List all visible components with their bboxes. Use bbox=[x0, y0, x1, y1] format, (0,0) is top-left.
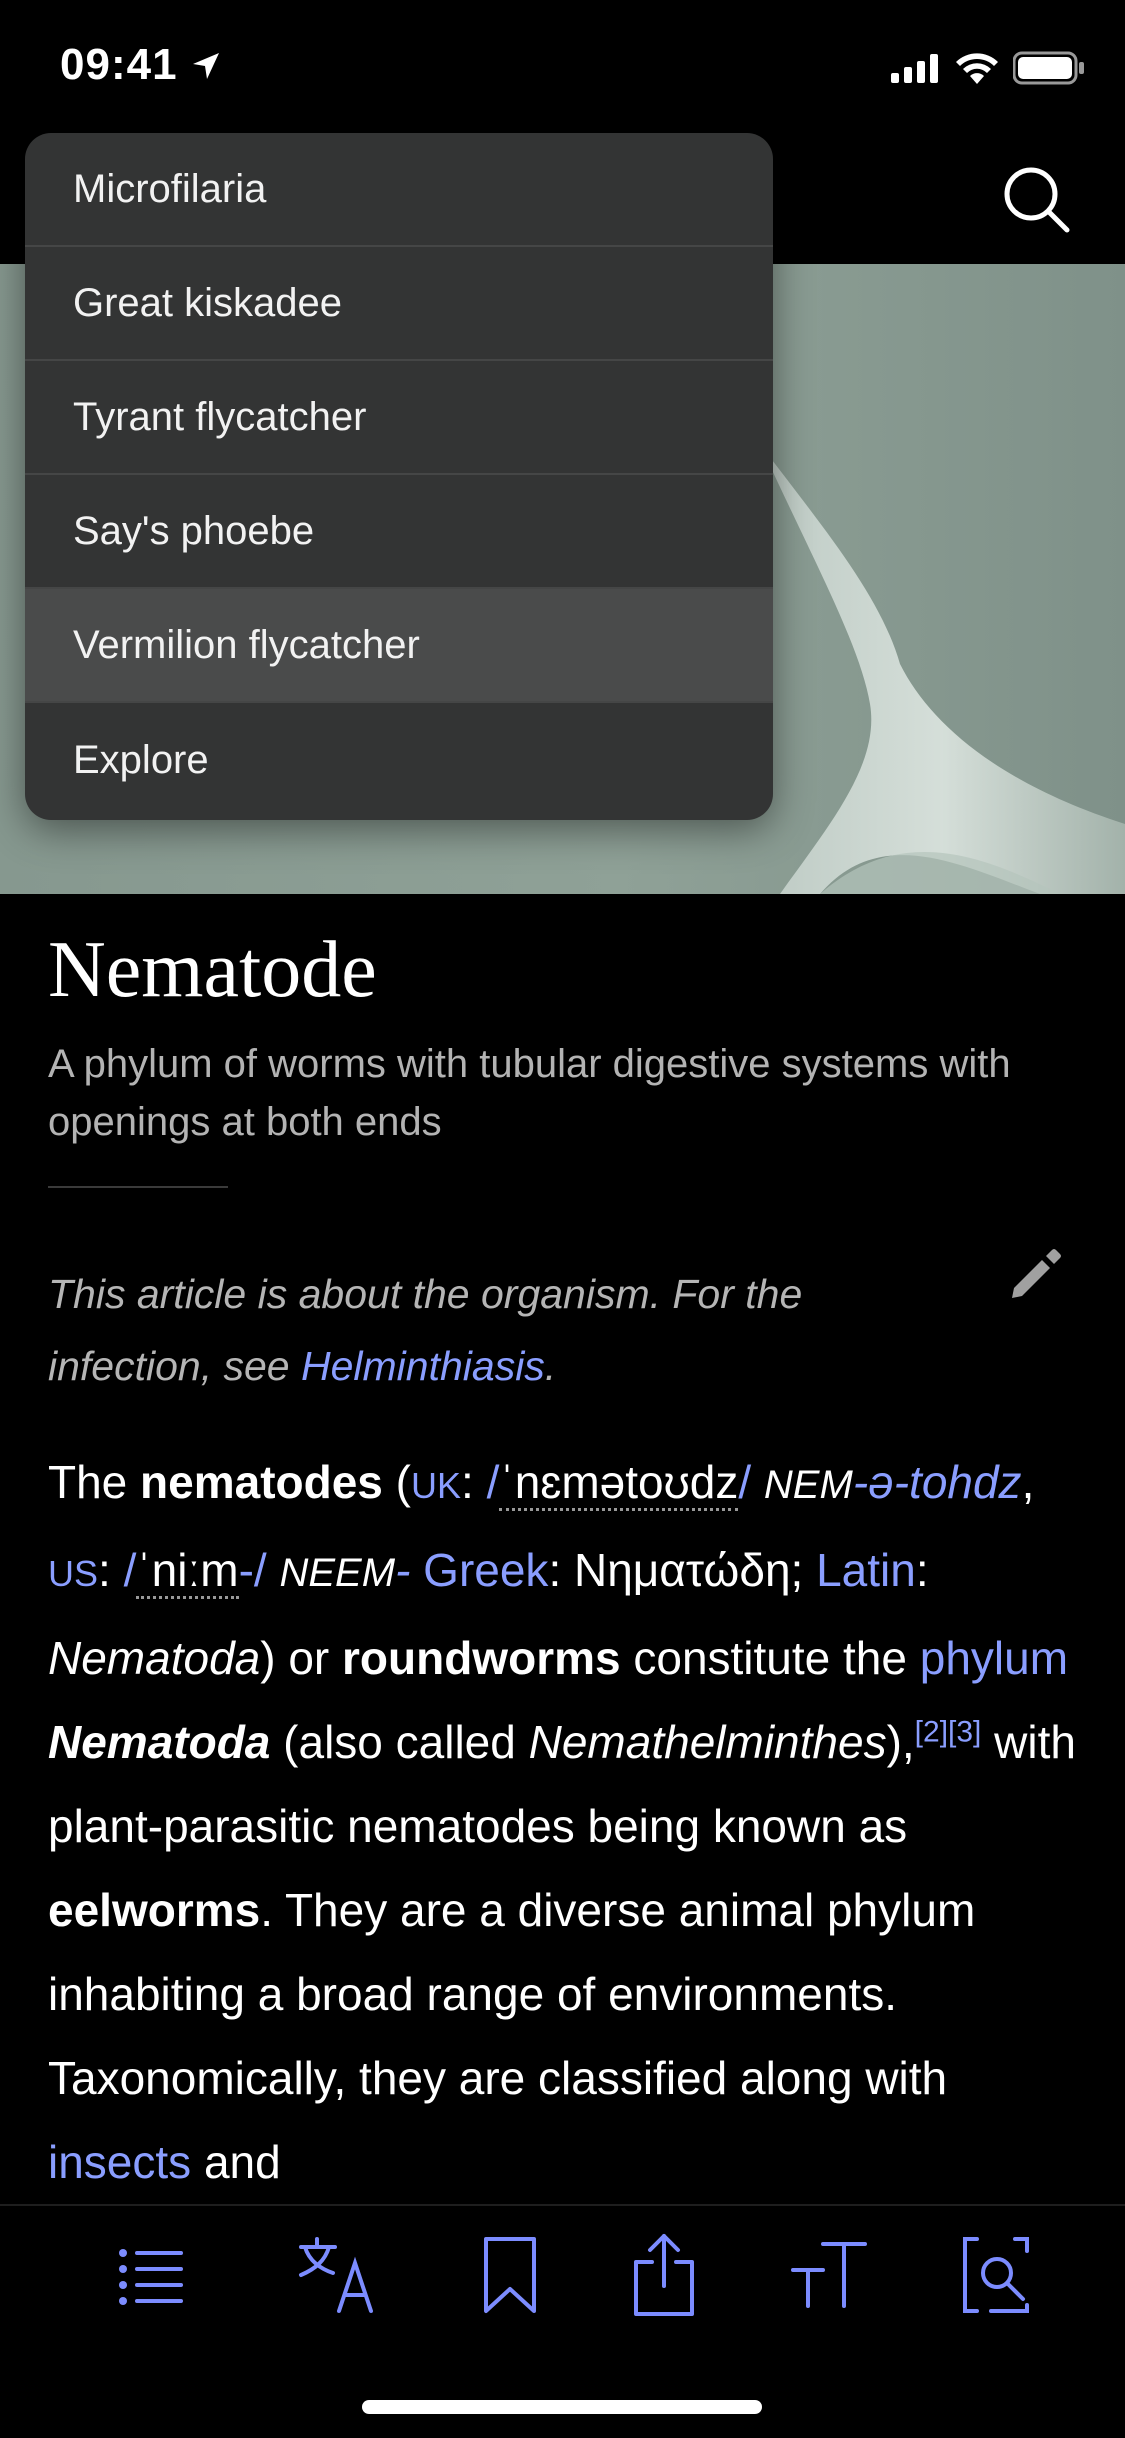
ipa-link[interactable]: / bbox=[486, 1456, 500, 1508]
body-text: ), bbox=[886, 1716, 915, 1768]
share-icon bbox=[632, 2232, 696, 2318]
search-icon bbox=[997, 160, 1077, 240]
body-text: The bbox=[48, 1456, 141, 1508]
article-title: Nematode bbox=[48, 926, 377, 1014]
menu-item-tyrant-flycatcher[interactable] bbox=[25, 361, 773, 475]
battery-icon bbox=[1013, 51, 1085, 85]
body-text bbox=[267, 1544, 280, 1596]
title-divider bbox=[48, 1186, 228, 1188]
menu-item-label: Vermilion flycatcher bbox=[73, 622, 420, 667]
hatnote-suffix: . bbox=[544, 1343, 557, 1389]
body-text: : Νηματώδη; bbox=[548, 1544, 817, 1596]
text-size-icon bbox=[789, 2240, 869, 2310]
bold-term: roundworms bbox=[342, 1632, 621, 1684]
find-in-page-icon bbox=[961, 2235, 1031, 2315]
phylum-link[interactable]: phylum bbox=[919, 1632, 1069, 1684]
home-indicator[interactable] bbox=[362, 2400, 762, 2414]
bookmark-icon bbox=[482, 2235, 538, 2315]
greek-link[interactable]: Greek bbox=[423, 1544, 549, 1596]
us-link[interactable]: US bbox=[48, 1553, 99, 1594]
respelling-link[interactable]: -ə-tohdz bbox=[852, 1456, 1022, 1508]
article-body bbox=[48, 1440, 1088, 2204]
body-text bbox=[410, 1544, 423, 1596]
ipa-link[interactable]: / bbox=[738, 1456, 752, 1508]
menu-item-label: Great kiskadee bbox=[73, 280, 343, 325]
body-text: ( bbox=[382, 1456, 412, 1508]
menu-item-label: Tyrant flycatcher bbox=[73, 394, 367, 439]
italic-term: Nematoda bbox=[48, 1632, 261, 1684]
uk-link[interactable]: UK bbox=[411, 1465, 462, 1506]
menu-item-great-kiskadee[interactable] bbox=[25, 247, 773, 361]
cellular-signal-icon bbox=[891, 53, 941, 83]
menu-item-label: Microfilaria bbox=[73, 166, 267, 211]
italic-term: Nemathelminthes bbox=[528, 1716, 887, 1768]
body-text: with plant-parasitic nematodes being known as bbox=[48, 1716, 1076, 1852]
edit-section-button[interactable] bbox=[1006, 1244, 1066, 1304]
latin-link[interactable]: Latin bbox=[816, 1544, 916, 1596]
body-text: constitute the bbox=[620, 1632, 920, 1684]
bold-term: eelworms bbox=[48, 1884, 261, 1936]
change-language-button[interactable] bbox=[295, 2230, 385, 2320]
text-size-button[interactable] bbox=[784, 2230, 874, 2320]
menu-item-label: Say's phoebe bbox=[73, 508, 315, 553]
save-bookmark-button[interactable] bbox=[465, 2230, 555, 2320]
location-arrow-icon bbox=[191, 51, 221, 81]
find-in-page-button[interactable] bbox=[951, 2230, 1041, 2320]
insects-link[interactable]: insects bbox=[48, 2136, 192, 2188]
share-button[interactable] bbox=[619, 2230, 709, 2320]
reference-link[interactable]: [2][3] bbox=[914, 1715, 982, 1749]
menu-item-explore[interactable] bbox=[25, 703, 773, 817]
translate-icon bbox=[295, 2235, 385, 2315]
pencil-icon bbox=[1006, 1244, 1066, 1304]
menu-item-label: Explore bbox=[73, 737, 209, 782]
body-text: : bbox=[915, 1544, 929, 1596]
helminthiasis-link[interactable]: Helminthiasis bbox=[301, 1343, 545, 1389]
search-button[interactable] bbox=[997, 160, 1077, 240]
respelling-link[interactable]: - bbox=[395, 1544, 411, 1596]
menu-item-vermilion-flycatcher[interactable] bbox=[25, 589, 773, 703]
respelling: NEEM bbox=[279, 1551, 396, 1595]
bold-term: nematodes bbox=[140, 1456, 383, 1508]
table-of-contents-button[interactable] bbox=[107, 2230, 197, 2320]
respelling: NEM bbox=[763, 1463, 853, 1507]
body-text: : bbox=[461, 1456, 487, 1508]
ipa-link[interactable]: -/ bbox=[238, 1544, 267, 1596]
ipa-text[interactable]: ˈniːm bbox=[136, 1544, 238, 1599]
body-text: (also called bbox=[270, 1716, 529, 1768]
body-text: : bbox=[98, 1544, 124, 1596]
body-text: , bbox=[1021, 1456, 1035, 1508]
status-indicators bbox=[891, 48, 1085, 88]
body-text: and bbox=[191, 2136, 281, 2188]
list-icon bbox=[117, 2245, 187, 2305]
body-text: . They are a diverse animal phylum inhabiting a broad range of environments. Taxonomically, they are classified along with bbox=[48, 1884, 976, 2104]
menu-item-says-phoebe[interactable] bbox=[25, 475, 773, 589]
history-menu bbox=[25, 133, 773, 820]
body-text bbox=[751, 1456, 764, 1508]
article-description: A phylum of worms with tubular digestive systems with openings at both ends bbox=[48, 1042, 1011, 1144]
hatnote-text: This article is about the organism. For the infection, see bbox=[48, 1271, 803, 1389]
status-time: 09:41 bbox=[60, 40, 221, 90]
ipa-link[interactable]: / bbox=[123, 1544, 137, 1596]
wifi-icon bbox=[955, 51, 999, 85]
bold-italic-term: Nematoda bbox=[48, 1716, 271, 1768]
hatnote bbox=[48, 1258, 948, 1402]
menu-item-microfilaria[interactable] bbox=[25, 133, 773, 247]
ipa-text[interactable]: ˈnɛmətoʊdz bbox=[499, 1456, 738, 1511]
body-text: ) or bbox=[260, 1632, 343, 1684]
